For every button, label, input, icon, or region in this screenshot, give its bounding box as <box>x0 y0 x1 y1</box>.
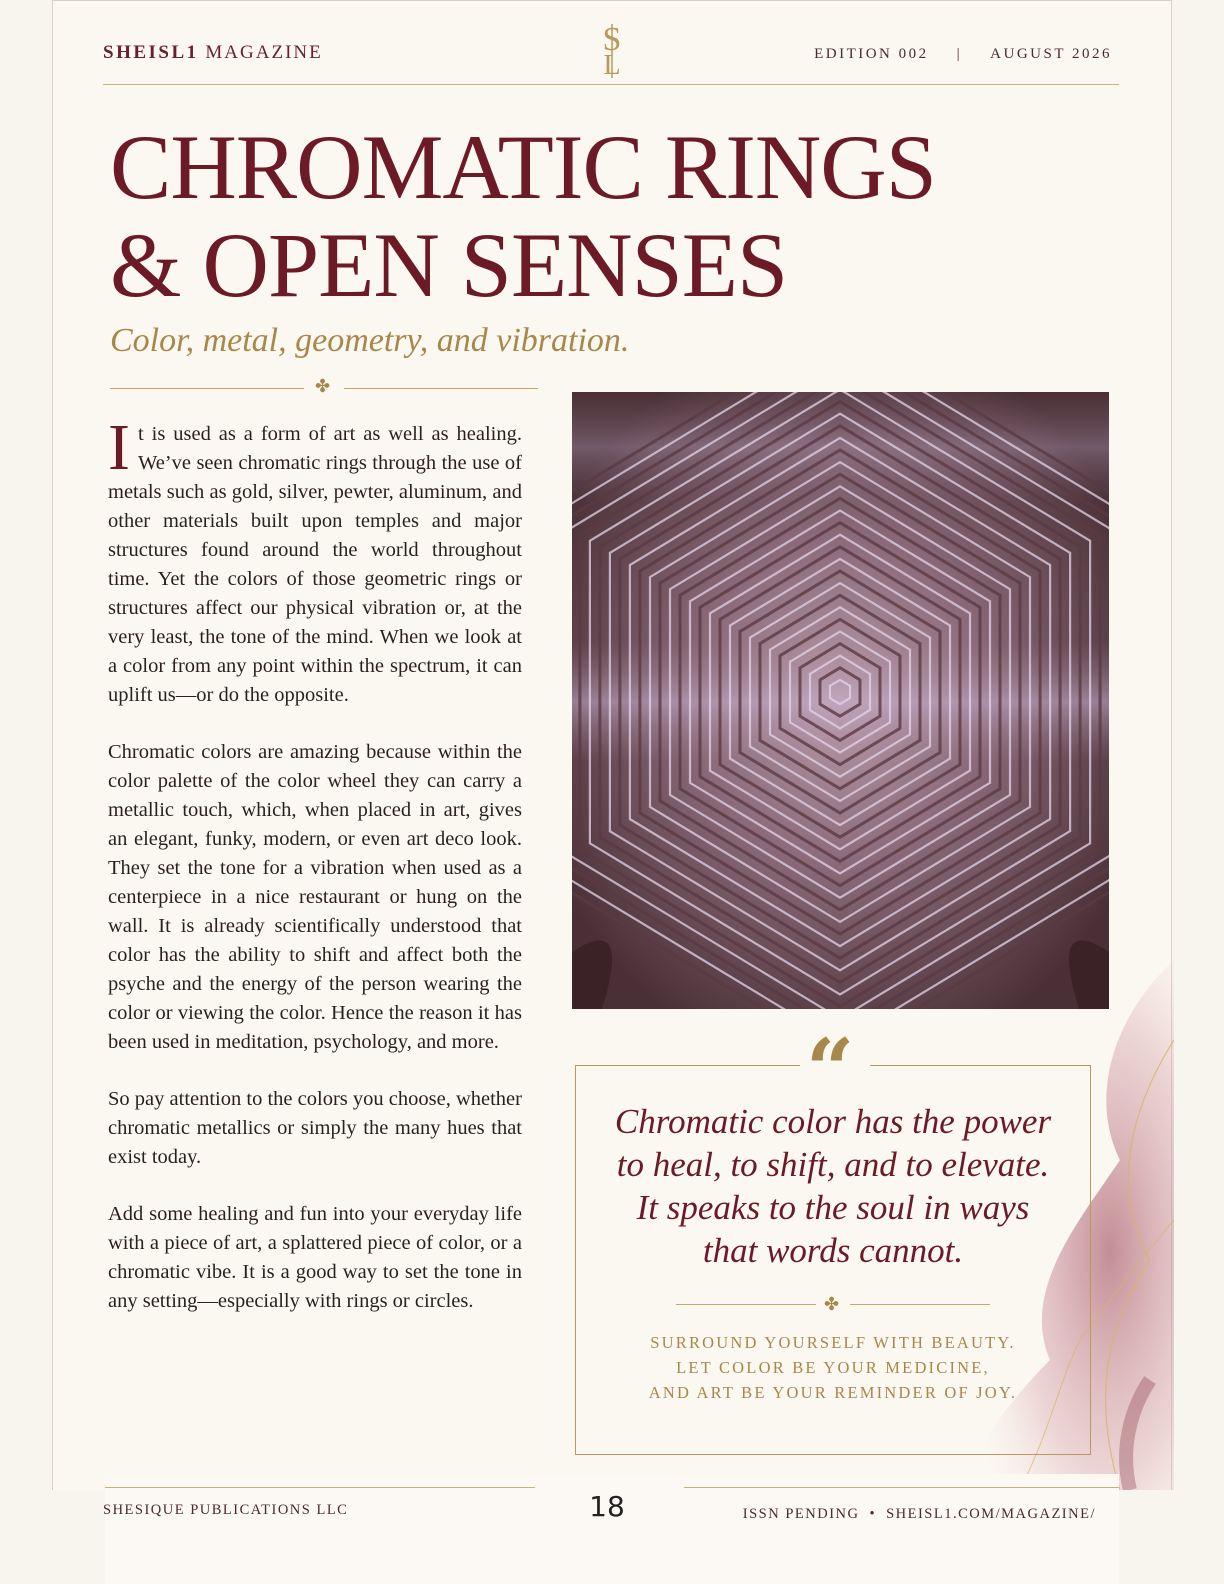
paragraph-2: Chromatic colors are amazing because within the color palette of the color wheel they can carry a metallic touch, which, when placed in art, gives an elegant, funky, modern, or even art deco look. They set the tone for a vibration when used as a centerpiece in a nice restaurant or hung on the wall. It is already scientifically understood that color has the ability to shift and affect both the psyche and the energy of the person wearing the color or viewing the color. Hence the reason it has been used in meditation, psychology, and more. <box>108 741 522 1053</box>
issue-date: AUGUST 2026 <box>990 46 1112 62</box>
quote-rule-left <box>676 1304 816 1305</box>
ornament-icon: ✤ <box>315 376 331 396</box>
footer-rule-right <box>684 1487 1119 1488</box>
title-line-1: CHROMATIC RINGS <box>110 116 936 218</box>
masthead <box>103 42 323 64</box>
pull-quote-text <box>596 1100 1070 1272</box>
paragraph-1 <box>108 411 522 710</box>
footer-rule-left <box>105 1487 535 1488</box>
pull-quote-caption <box>596 1330 1070 1405</box>
publisher-name: SHESIQUE PUBLICATIONS LLC <box>103 1502 349 1518</box>
article-subtitle: Color, metal, geometry, and vibration. <box>110 322 630 359</box>
quote-line-3: It speaks to the soul in ways <box>636 1188 1030 1227</box>
article-title <box>110 118 1070 314</box>
page-number: 18 <box>589 1490 625 1523</box>
quote-mark-icon: “ <box>806 1020 855 1119</box>
brand-name: SHEISL1 <box>103 42 199 63</box>
footer-bullet: • <box>869 1506 877 1522</box>
header-separator: | <box>956 46 963 62</box>
title-line-2: & OPEN SENSES <box>110 214 788 316</box>
caption-line-2: LET COLOR BE YOUR MEDICINE, <box>676 1358 990 1377</box>
quote-ornament-icon: ✤ <box>824 1294 840 1314</box>
header-rule <box>103 84 1119 85</box>
quote-line-1: Chromatic color has the power <box>614 1102 1052 1141</box>
magazine-url[interactable]: SHEISL1.COM/MAGAZINE/ <box>886 1506 1096 1522</box>
quote-line-4: that words cannot. <box>702 1231 964 1270</box>
chromatic-ring-artwork <box>572 392 1109 1009</box>
svg-text:S: S <box>602 21 622 58</box>
svg-text:L: L <box>603 50 621 80</box>
caption-line-3: AND ART BE YOUR REMINDER OF JOY. <box>648 1383 1018 1402</box>
paragraph-1-text: t is used as a form of art as well as healing. We’ve seen chromatic rings through the use of metals such as gold, silver, pewter, aluminum, and other materials built upon temples and major structures found around the world throughout time. Yet the colors of those geometric rings or structures affect our physical vibration or, at the very least, the tone of the mind. When we look at a color from any point within the spectrum, it can uplift us—or do the opposite. <box>108 423 522 706</box>
edition-info <box>814 46 1112 63</box>
article-body <box>108 411 522 1344</box>
ornament-rule-left <box>110 388 304 389</box>
quote-line-2: to heal, to shift, and to elevate. <box>616 1145 1050 1184</box>
quote-rule-right <box>850 1304 990 1305</box>
footer-info <box>743 1506 1096 1523</box>
caption-line-1: SURROUND YOURSELF WITH BEAUTY. <box>650 1333 1016 1352</box>
drop-cap: I <box>108 411 130 484</box>
edition-label: EDITION 002 <box>814 46 929 62</box>
sl-monogram-logo <box>592 20 632 80</box>
issn-label: ISSN PENDING <box>742 1506 860 1522</box>
ornament-rule-right <box>344 388 538 389</box>
brand-suffix: MAGAZINE <box>205 42 323 63</box>
paragraph-4: Add some healing and fun into your everyday life with a piece of art, a splattered piece of color, or a chromatic vibe. It is a good way to set the tone in any setting—especially with rings or circles. <box>108 1203 522 1312</box>
paragraph-3: So pay attention to the colors you choose, whether chromatic metallics or simply the many hues that exist today. <box>108 1088 522 1168</box>
